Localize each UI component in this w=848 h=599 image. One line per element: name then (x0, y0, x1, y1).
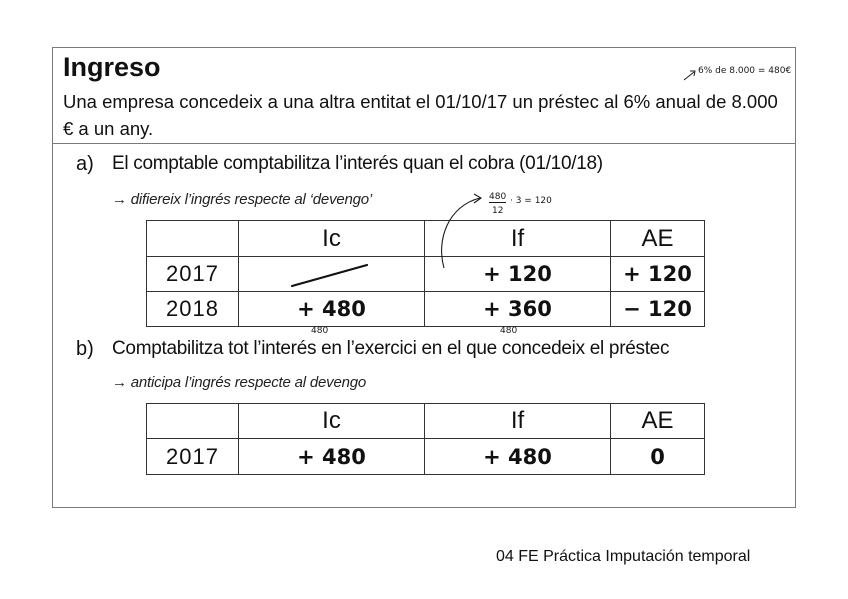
table-b-cell-ae: 0 (611, 439, 705, 475)
table-a-header-if: If (425, 221, 611, 257)
table-b-cell-ic: + 480 (239, 439, 425, 475)
table-a-cell-ic: + 480 (239, 292, 425, 327)
table-a-cell-ae: + 120 (611, 257, 705, 292)
calc-denominator: 12 (492, 206, 504, 216)
table-a-year: 2017 (147, 257, 239, 292)
calc-rest: · 3 = 120 (510, 196, 552, 206)
table-a-cell-if: + 360 (425, 292, 611, 327)
problem-statement: Una empresa concedeix a una altra entitat el 01/10/17 un préstec al 6% anual de 8.000 € a un any. (63, 91, 778, 139)
over-concedeix-annotation: 480 (500, 326, 518, 336)
table-a-header-ae: AE (611, 221, 705, 257)
item-b-text: Comptabilitza tot l’interés en l’exercici en el que concedeix el préstec (112, 338, 670, 359)
slide-title: Ingreso (63, 52, 161, 82)
table-a-cell-if: + 120 (425, 257, 611, 292)
table-a-cell-ae: − 120 (611, 292, 705, 327)
footer-caption: 04 FE Práctica Imputación temporal (496, 548, 751, 565)
table-a-year: 2018 (147, 292, 239, 327)
over-en-annotation: 480 (311, 326, 329, 336)
table-b-header-ae: AE (611, 404, 705, 439)
item-b-letter: b) (76, 338, 94, 360)
table-b-header-ic: Ic (239, 404, 425, 439)
item-a-letter: a) (76, 153, 94, 175)
item-a-note: → difiereix l’ingrés respecte al ‘devengo’ (112, 191, 373, 208)
item-b-note: → anticipa l’ingrés respecte al devengo (112, 374, 367, 391)
calc-arrow-curve (442, 198, 480, 268)
note-arrow-icon (684, 71, 695, 80)
table-a-header-ic: Ic (239, 221, 425, 257)
table-b-year: 2017 (147, 439, 239, 475)
calc-numerator: 480 (489, 192, 507, 202)
table-b-header-if: If (425, 404, 611, 439)
empty-cell-slash (292, 265, 367, 286)
item-a-text: El comptable comptabilitza l’interés quan el cobra (01/10/18) (112, 153, 603, 174)
table-b-cell-if: + 480 (425, 439, 611, 475)
handwritten-note-calculation: 6% de 8.000 = 480€ (698, 66, 792, 76)
